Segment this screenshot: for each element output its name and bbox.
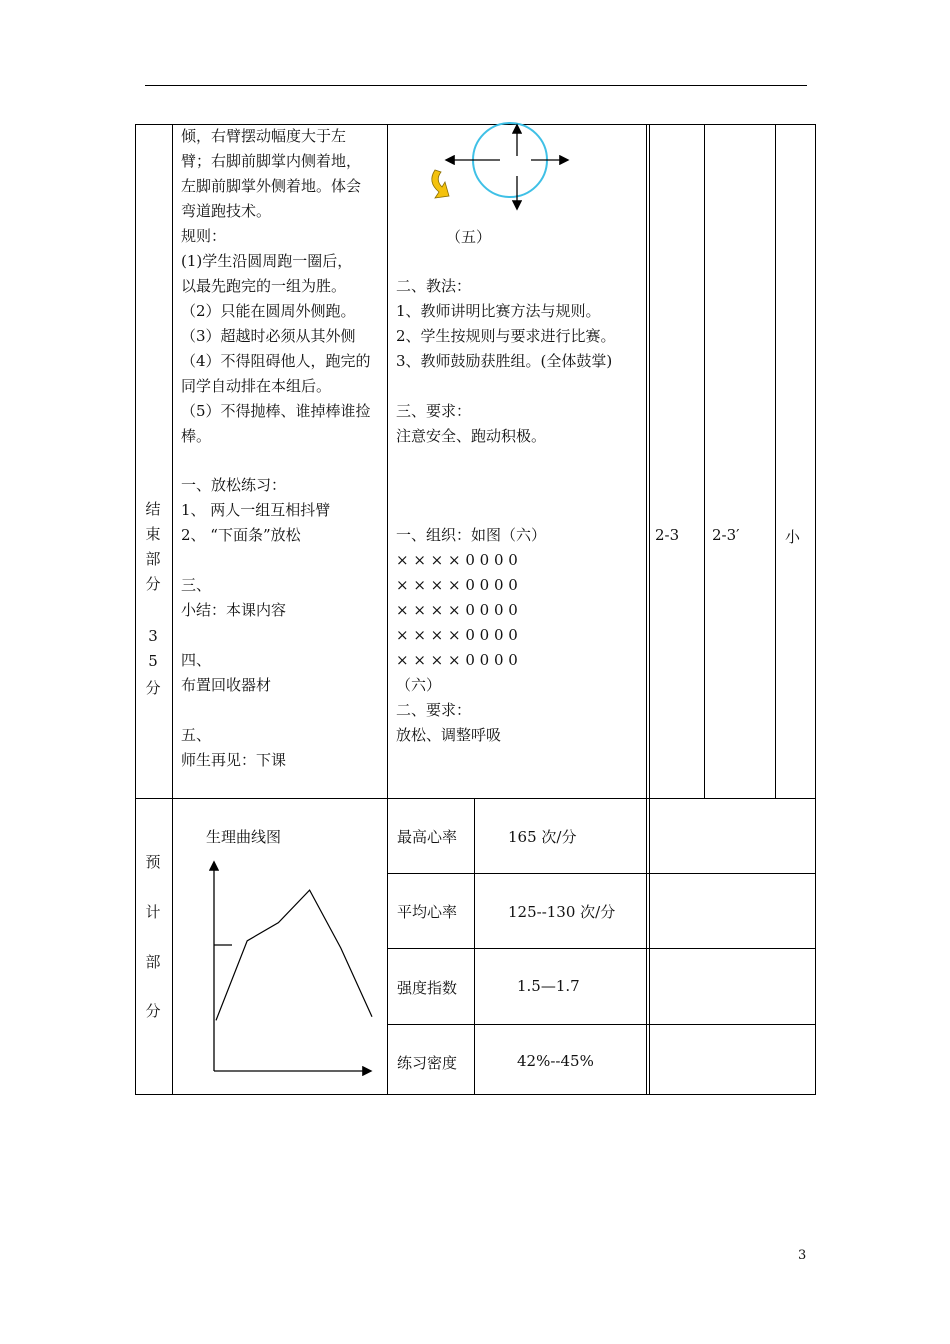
duration-char: 分 xyxy=(145,679,161,697)
text-line: 臂；右脚前脚掌内侧着地， xyxy=(181,152,362,170)
text-line: 3、教师鼓励获胜组。(全体鼓掌) xyxy=(396,352,613,370)
header-rule xyxy=(145,85,807,86)
text-line: 放松、调整呼吸 xyxy=(396,726,502,744)
text-line: 师生再见：下课 xyxy=(181,751,287,769)
label-char: 束 xyxy=(145,525,161,543)
metric-label: 平均心率 xyxy=(397,903,458,921)
formation-row: × × × × 0 0 0 0 xyxy=(396,576,518,594)
text-line: 三、 xyxy=(181,576,212,594)
text-line: 注意安全、跑动积极。 xyxy=(396,427,547,445)
table-border xyxy=(474,798,475,1095)
table-border xyxy=(135,1094,815,1095)
text-line: （2）只能在圆周外侧跑。 xyxy=(181,302,356,320)
text-line: 弯道跑技术。 xyxy=(181,202,272,220)
duration-value: 2-3′ xyxy=(712,526,740,544)
metric-value: 42%--45% xyxy=(517,1052,594,1070)
duration-char: 5 xyxy=(148,652,158,670)
table-border xyxy=(387,124,388,1095)
curve-title: 生理曲线图 xyxy=(206,828,282,846)
text-line: 以最先跑完的一组为胜。 xyxy=(181,277,347,295)
text-line: (1)学生沿圆周跑一圈后， xyxy=(181,252,353,270)
text-line: 1、教师讲明比赛方法与规则。 xyxy=(396,302,601,320)
curve-series-line xyxy=(216,890,372,1020)
formation-row: × × × × 0 0 0 0 xyxy=(396,626,518,644)
text-line: 左脚前脚掌外侧着地。体会 xyxy=(181,177,362,195)
label-char: 结 xyxy=(145,500,161,518)
label-char: 计 xyxy=(145,903,161,921)
diagram5-caption: （五） xyxy=(446,228,492,246)
table-border xyxy=(775,124,776,798)
label-char: 分 xyxy=(145,1002,161,1020)
text-line: 棒。 xyxy=(181,427,212,445)
table-border xyxy=(387,948,815,949)
text-line: 四、 xyxy=(181,651,212,669)
metric-value: 165 次/分 xyxy=(508,828,577,846)
formation-row: × × × × 0 0 0 0 xyxy=(396,651,518,669)
text-line: 2、 “下面条”放松 xyxy=(181,526,301,544)
text-line: 1、 两人一组互相抖臂 xyxy=(181,501,331,519)
metric-value: 1.5—1.7 xyxy=(517,977,580,995)
text-line: （5）不得抛棒、谁掉棒谁捡 xyxy=(181,402,371,420)
table-border xyxy=(649,124,650,798)
text-line: （4）不得阻碍他人，跑完的 xyxy=(181,352,371,370)
metric-label: 最高心率 xyxy=(397,828,458,846)
text-line: 布置回收器材 xyxy=(181,676,272,694)
label-char: 分 xyxy=(145,575,161,593)
text-line: 小结：本课内容 xyxy=(181,601,287,619)
label-char: 部 xyxy=(145,550,161,568)
relay-circle-diagram xyxy=(425,120,585,220)
table-border xyxy=(646,798,647,1095)
page-number: 3 xyxy=(798,1248,807,1263)
table-border xyxy=(387,873,815,874)
table-border xyxy=(135,798,815,799)
times-value: 2-3 xyxy=(655,526,680,544)
table-border xyxy=(704,124,705,798)
metric-value: 125--130 次/分 xyxy=(508,903,616,921)
curved-arrow-icon xyxy=(432,170,449,198)
physiological-curve-chart xyxy=(200,855,380,1085)
text-line: 一、放松练习： xyxy=(181,476,287,494)
table-border xyxy=(649,798,650,1095)
label-char: 预 xyxy=(145,853,161,871)
formation-row: × × × × 0 0 0 0 xyxy=(396,551,518,569)
intensity-value: 小 xyxy=(785,528,801,546)
table-border xyxy=(815,124,816,1095)
text-line: 规则： xyxy=(181,227,227,245)
text-line: 同学自动排在本组后。 xyxy=(181,377,332,395)
formation-row: × × × × 0 0 0 0 xyxy=(396,601,518,619)
label-char: 部 xyxy=(145,953,161,971)
table-border xyxy=(387,1024,815,1025)
text-line: 2、学生按规则与要求进行比赛。 xyxy=(396,327,616,345)
text-line: 五、 xyxy=(181,726,212,744)
text-line: （六） xyxy=(396,676,442,694)
text-line: 倾，右臂摆动幅度大于左 xyxy=(181,127,347,145)
table-border xyxy=(135,124,136,1095)
text-line: 一、组织：如图（六） xyxy=(396,526,547,544)
table-border xyxy=(646,124,647,798)
text-line: 三、要求： xyxy=(396,402,472,420)
text-line: （3）超越时必须从其外侧 xyxy=(181,327,356,345)
metric-label: 练习密度 xyxy=(397,1054,458,1072)
metric-label: 强度指数 xyxy=(397,979,458,997)
text-line: 二、要求： xyxy=(396,701,472,719)
duration-char: 3 xyxy=(148,627,158,645)
text-line: 二、教法： xyxy=(396,277,472,295)
table-border xyxy=(172,124,173,1095)
